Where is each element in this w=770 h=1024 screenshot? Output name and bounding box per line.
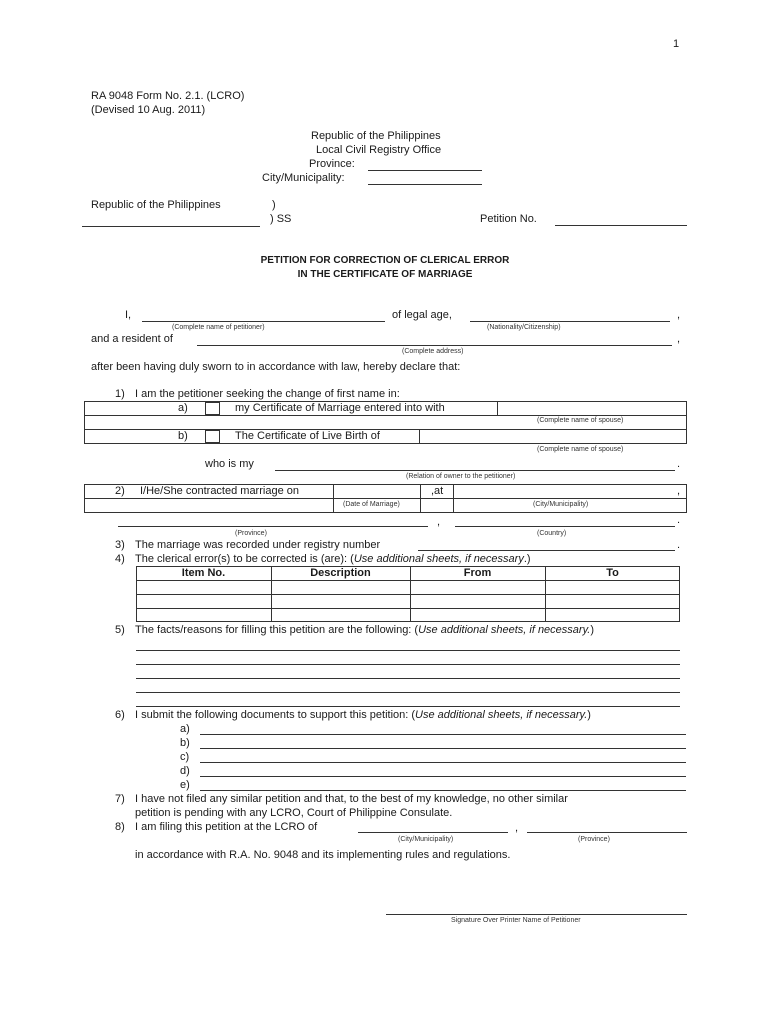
lcro-province-caption: (Province) — [578, 836, 610, 843]
registry-period: . — [677, 539, 681, 551]
col-from: From — [463, 567, 492, 579]
petition-no-line[interactable] — [555, 225, 687, 226]
document-d-label: d) — [180, 765, 190, 777]
form-id: RA 9048 Form No. 2.1. (LCRO) — [91, 90, 245, 102]
province-label: Province: — [309, 158, 355, 170]
relation-line[interactable] — [275, 470, 675, 471]
document-d-line[interactable] — [200, 776, 686, 777]
venue-ss: ) SS — [270, 213, 292, 225]
country-period: . — [677, 514, 681, 526]
province-line[interactable] — [368, 170, 482, 171]
intro-i: I, — [125, 309, 132, 321]
venue-republic: Republic of the Philippines — [91, 199, 221, 211]
nationality-line[interactable] — [470, 321, 670, 322]
item7-line2: petition is pending with any LCRO, Court of Philippine Consulate. — [135, 807, 453, 819]
intro-comma: , — [677, 309, 681, 321]
item1-table-bottom — [84, 443, 687, 444]
document-b-label: b) — [180, 737, 190, 749]
title-line2: IN THE CERTIFICATE OF MARRIAGE — [297, 269, 473, 280]
venue-paren: ) — [272, 199, 276, 211]
item5-number: 5) — [115, 624, 125, 636]
error-table-row-1 — [136, 580, 680, 581]
petitioner-name-line[interactable] — [142, 321, 385, 322]
address-comma: , — [677, 333, 681, 345]
item1-right-border — [686, 401, 687, 443]
item1-row-gap — [84, 429, 687, 430]
petition-no-label: Petition No. — [480, 213, 537, 225]
relation-period: . — [677, 458, 681, 470]
item1-a-divider — [497, 401, 498, 415]
facts-line-2[interactable] — [136, 664, 680, 665]
item4-text: The clerical error(s) to be corrected is (are): (Use additional sheets, if necessary.) — [135, 553, 531, 565]
item6-number: 6) — [115, 709, 125, 721]
item1-b-divider — [419, 429, 420, 443]
resident-label: and a resident of — [91, 333, 173, 345]
item3-text: The marriage was recorded under registry number — [135, 539, 381, 551]
item8-number: 8) — [115, 821, 125, 833]
error-table-row-3 — [136, 608, 680, 609]
intro-legal-age: of legal age, — [392, 309, 452, 321]
petitioner-name-caption: (Complete name of petitioner) — [172, 324, 265, 331]
document-a-line[interactable] — [200, 734, 686, 735]
nationality-caption: (Nationality/Citizenship) — [487, 324, 561, 331]
item2-number: 2) — [115, 485, 125, 497]
province-caption: (Province) — [235, 530, 267, 537]
item2-divider-1 — [333, 484, 334, 512]
address-caption: (Complete address) — [402, 348, 464, 355]
item2-table-bottom — [84, 512, 687, 513]
lcro-city-caption: (City/Municipality) — [398, 836, 454, 843]
document-e-line[interactable] — [200, 790, 686, 791]
marriage-date-caption: (Date of Marriage) — [343, 501, 400, 508]
item1-a-text: my Certificate of Marriage entered into with — [235, 402, 445, 414]
document-c-line[interactable] — [200, 762, 686, 763]
item4-number: 4) — [115, 553, 125, 565]
who-is-my-label: who is my — [205, 458, 254, 470]
col-item-no: Item No. — [181, 567, 226, 579]
header-republic: Republic of the Philippines — [311, 130, 441, 142]
signature-line[interactable] — [386, 914, 687, 915]
header-office: Local Civil Registry Office — [316, 144, 442, 156]
item1-text: I am the petitioner seeking the change of first name in: — [135, 388, 400, 400]
registry-number-line[interactable] — [418, 550, 675, 551]
facts-line-3[interactable] — [136, 678, 680, 679]
item2-divider-3 — [453, 484, 454, 512]
relation-caption: (Relation of owner to the petitioner) — [406, 473, 516, 480]
item2-at: ,at — [431, 485, 444, 497]
facts-line-4[interactable] — [136, 692, 680, 693]
item2-divider-2 — [420, 484, 421, 512]
item1-a-label: a) — [178, 402, 188, 414]
item6-text: I submit the following documents to support this petition: (Use additional sheets, if necessary.) — [135, 709, 591, 721]
item1-spouse-caption-b: (Complete name of spouse) — [537, 446, 624, 453]
item2-comma: , — [677, 485, 681, 497]
item2-text: I/He/She contracted marriage on — [140, 485, 299, 497]
item1-b-text: The Certificate of Live Birth of — [235, 430, 380, 442]
city-line[interactable] — [368, 184, 482, 185]
item1-spouse-caption-a: (Complete name of spouse) — [537, 417, 624, 424]
item2-left-border — [84, 484, 85, 512]
item1-a-checkbox[interactable] — [205, 402, 220, 415]
error-table-row-2 — [136, 594, 680, 595]
item1-b-label: b) — [178, 430, 188, 442]
item2-table-mid — [84, 498, 687, 499]
item1-number: 1) — [115, 388, 125, 400]
document-c-label: c) — [180, 751, 190, 763]
item2-right-border — [686, 484, 687, 512]
item5-text: The facts/reasons for filling this petition are the following: (Use additional sheets, if necessary.) — [135, 624, 594, 636]
title-line1: PETITION FOR CORRECTION OF CLERICAL ERROR — [260, 255, 510, 266]
marriage-city-caption: (City/Municipality) — [533, 501, 589, 508]
sworn-statement: after been having duly sworn to in accordance with law, hereby declare that: — [91, 361, 461, 373]
item1-left-border — [84, 401, 85, 443]
lcro-city-line[interactable] — [358, 832, 508, 833]
item1-b-checkbox[interactable] — [205, 430, 220, 443]
col-to: To — [606, 567, 619, 579]
province-comma: , — [437, 516, 441, 528]
city-label: City/Municipality: — [262, 172, 345, 184]
venue-line[interactable] — [82, 226, 260, 227]
country-field-line[interactable] — [455, 526, 675, 527]
page-number: 1 — [673, 38, 680, 50]
item7-line1: I have not filed any similar petition and that, to the best of my knowledge, no other similar — [135, 793, 568, 805]
document-a-label: a) — [180, 723, 190, 735]
item8-text: I am filing this petition at the LCRO of — [135, 821, 318, 833]
item1-row-a — [84, 415, 687, 416]
lcro-comma: , — [515, 822, 519, 834]
item7-number: 7) — [115, 793, 125, 805]
facts-line-1[interactable] — [136, 650, 680, 651]
country-caption: (Country) — [537, 530, 567, 537]
signature-caption: Signature Over Printer Name of Petitioner — [451, 917, 581, 924]
item3-number: 3) — [115, 539, 125, 551]
document-b-line[interactable] — [200, 748, 686, 749]
province-field-line[interactable] — [118, 526, 428, 527]
lcro-province-line[interactable] — [527, 832, 687, 833]
address-line[interactable] — [197, 345, 672, 346]
accordance-text: in accordance with R.A. No. 9048 and its implementing rules and regulations. — [135, 849, 511, 861]
form-revision: (Devised 10 Aug. 2011) — [91, 104, 206, 116]
document-e-label: e) — [180, 779, 190, 791]
col-description: Description — [310, 567, 371, 579]
facts-line-5[interactable] — [136, 706, 680, 707]
